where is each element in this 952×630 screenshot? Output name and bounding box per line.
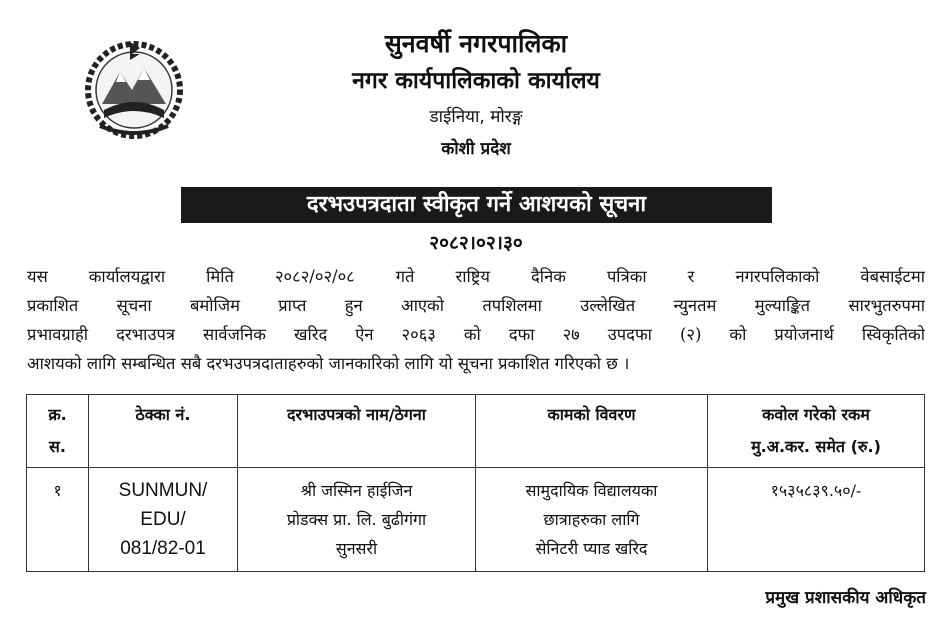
notice-date: २०८२।०२।३० — [429, 232, 523, 254]
body-line: प्रकाशित सूचना बमोजिम प्राप्त हुन आएको तपशिलमा उल्लेखित न्युनतम मुल्याङ्कित सारभुतरुपमा — [27, 296, 925, 315]
contract-no-line: SUNMUN/ — [118, 480, 208, 501]
contract-no-line: EDU/ — [140, 509, 186, 530]
cell-description — [476, 468, 708, 572]
col-header-description: कामको विवरण — [476, 395, 708, 468]
cell-sn: १ — [27, 468, 89, 572]
letterhead — [0, 26, 952, 164]
award-table — [26, 394, 925, 572]
office-address: डाईनिया, मोरङ्ग — [429, 107, 523, 127]
notice-title: दरभउपत्रदाता स्वीकृत गर्ने आशयको सूचना — [181, 187, 772, 223]
col-header-sn-line2: स. — [49, 437, 66, 456]
cell-bidder — [238, 468, 476, 572]
province-name: कोशी प्रदेश — [441, 139, 511, 159]
signatory-title: प्रमुख प्रशासकीय अधिकृत — [765, 588, 926, 608]
bidder-line: श्री जस्मिन हाईजिन — [300, 481, 413, 500]
table-header-row — [27, 395, 925, 468]
col-header-sn-line1: क्र. — [48, 405, 67, 424]
body-line: यस कार्यालयद्वारा मिति २०८२/०२/०८ गते राष्ट्रिय दैनिक पत्रिका र नगरपलिकाको वेबसाईटमा — [27, 267, 925, 286]
col-header-amount — [708, 395, 925, 468]
cell-amount: १५३५८३९.५०/- — [708, 468, 925, 572]
col-header-amount-line2: मु.अ.कर. समेत (रु.) — [751, 437, 881, 456]
col-header-contract-no: ठेक्का नं. — [89, 395, 238, 468]
description-line: छात्राहरुका लागि — [543, 510, 640, 529]
cell-contract-no — [89, 468, 238, 572]
description-line: सामुदायिक विद्यालयका — [525, 481, 658, 500]
body-line: आशयको लागि सम्बन्धित सबै दरभउपत्रदाताहरुको जानकारिको लागि यो सूचना प्रकाशित गरिएको छ । — [27, 354, 630, 373]
col-header-sn — [27, 395, 89, 468]
office-name: नगर कार्यपालिकाको कार्यालय — [352, 68, 600, 94]
bidder-line: प्रोडक्स प्रा. लि. बुढीगंगा — [286, 510, 427, 529]
description-line: सेनिटरी प्याड खरिद — [535, 539, 648, 558]
table-row — [27, 468, 925, 572]
notice-body — [27, 262, 925, 378]
body-line: प्रभावग्राही दरभाउपत्र सार्वजनिक खरिद ऐन २०६३ को दफा २७ उपदफा (२) को प्रयोजनार्थ स्विकृतिको — [27, 325, 925, 344]
org-name: सुनवर्षी नगरपालिका — [384, 29, 568, 58]
col-header-bidder: दरभाउपत्रको नाम/ठेगना — [238, 395, 476, 468]
contract-no-line: 081/82-01 — [120, 538, 206, 559]
bidder-line: सुनसरी — [335, 539, 378, 558]
col-header-amount-line1: कवोल गरेको रकम — [762, 405, 870, 424]
